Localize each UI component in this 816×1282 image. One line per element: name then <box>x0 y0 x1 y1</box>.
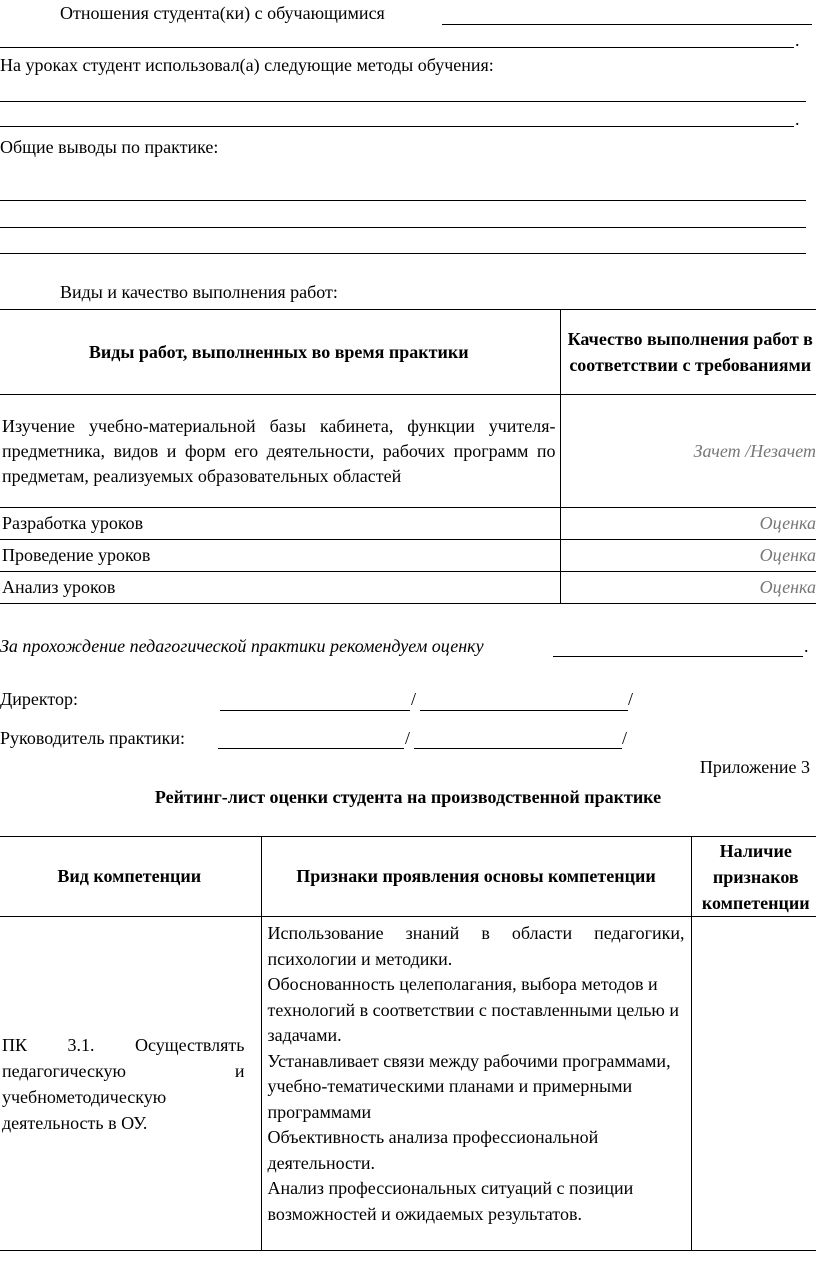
works-row-1-quality: Зачет /Незачет <box>560 395 816 508</box>
competence-header-type: Вид компетенции <box>0 837 261 917</box>
methods-line-2 <box>0 126 794 127</box>
slash-mark: / <box>405 728 411 748</box>
director-name-line <box>420 710 628 711</box>
relations-line-1 <box>442 24 812 25</box>
period-mark: . <box>795 109 800 129</box>
works-header-type: Виды работ, выполненных во время практики <box>0 310 560 395</box>
conclusions-line-2 <box>0 227 806 228</box>
conclusions-label: Общие выводы по практике: <box>0 137 219 157</box>
competence-sign: Обоснованность целеполагания, выбора методов и технологий в соответствии с поставленными целью и задачами. <box>267 974 679 1045</box>
works-label: Виды и качество выполнения работ: <box>60 282 338 302</box>
grade-line <box>553 656 803 657</box>
supervisor-signature-line <box>218 748 404 749</box>
competence-header-presence: Наличие признаков компетенции <box>691 837 816 917</box>
competence-sign: Устанавливает связи между рабочими программами, учебно-тематическими планами и примерными программами <box>267 1050 671 1122</box>
competence-name: ПК 3.1. Осуществлять педагогическую и учебнометодическую деятельность в ОУ. <box>0 917 261 1251</box>
rating-title: Рейтинг-лист оценки студента на производственной практике <box>154 787 662 807</box>
methods-line-1 <box>0 101 806 102</box>
works-row-4-quality: Оценка <box>560 572 816 604</box>
supervisor-label: Руководитель практики: <box>0 728 186 748</box>
competence-sign: Объективность анализа профессиональной деятельности. <box>267 1127 599 1173</box>
works-row-4-type: Анализ уроков <box>0 572 560 604</box>
period-mark: . <box>795 30 800 50</box>
supervisor-name-line <box>414 748 622 749</box>
director-signature-line <box>220 710 410 711</box>
relations-line-2 <box>0 47 794 48</box>
works-row-2-type: Разработка уроков <box>0 508 560 540</box>
methods-label: На уроках студент использовал(а) следующие методы обучения: <box>0 55 494 75</box>
competence-sign: Анализ профессиональных ситуаций с позиции возможностей и ожидаемых результатов. <box>267 1178 634 1224</box>
slash-mark: / <box>628 689 634 709</box>
competence-header-signs: Признаки проявления основы компетенции <box>261 837 691 917</box>
competence-signs-cell <box>261 917 691 1251</box>
slash-mark: / <box>622 728 628 748</box>
works-row-3-quality: Оценка <box>560 540 816 572</box>
period-mark: . <box>804 636 809 656</box>
competence-presence-cell <box>691 917 816 1251</box>
works-row-2-quality: Оценка <box>560 508 816 540</box>
conclusions-line-3 <box>0 253 806 254</box>
appendix-label: Приложение 3 <box>699 757 810 777</box>
competence-sign: Использование знаний в области педагогики, психологии и методики. <box>267 923 685 969</box>
works-table <box>0 309 816 604</box>
recommend-text: За прохождение педагогической практики рекомендуем оценку <box>0 636 484 656</box>
conclusions-line-1 <box>0 200 806 201</box>
relations-label: Отношения студента(ки) с обучающимися <box>60 3 385 23</box>
slash-mark: / <box>411 689 417 709</box>
works-header-quality: Качество выполнения работ в соответствии с требованиями <box>560 310 816 395</box>
director-label: Директор: <box>0 689 79 709</box>
works-row-1-type: Изучение учебно-материальной базы кабинета, функции учителя-предметника, видов и форм его деятельности, рабочих программ по предметам, реализуемых образовательных областей <box>0 395 560 508</box>
competence-table <box>0 836 816 1251</box>
works-row-3-type: Проведение уроков <box>0 540 560 572</box>
